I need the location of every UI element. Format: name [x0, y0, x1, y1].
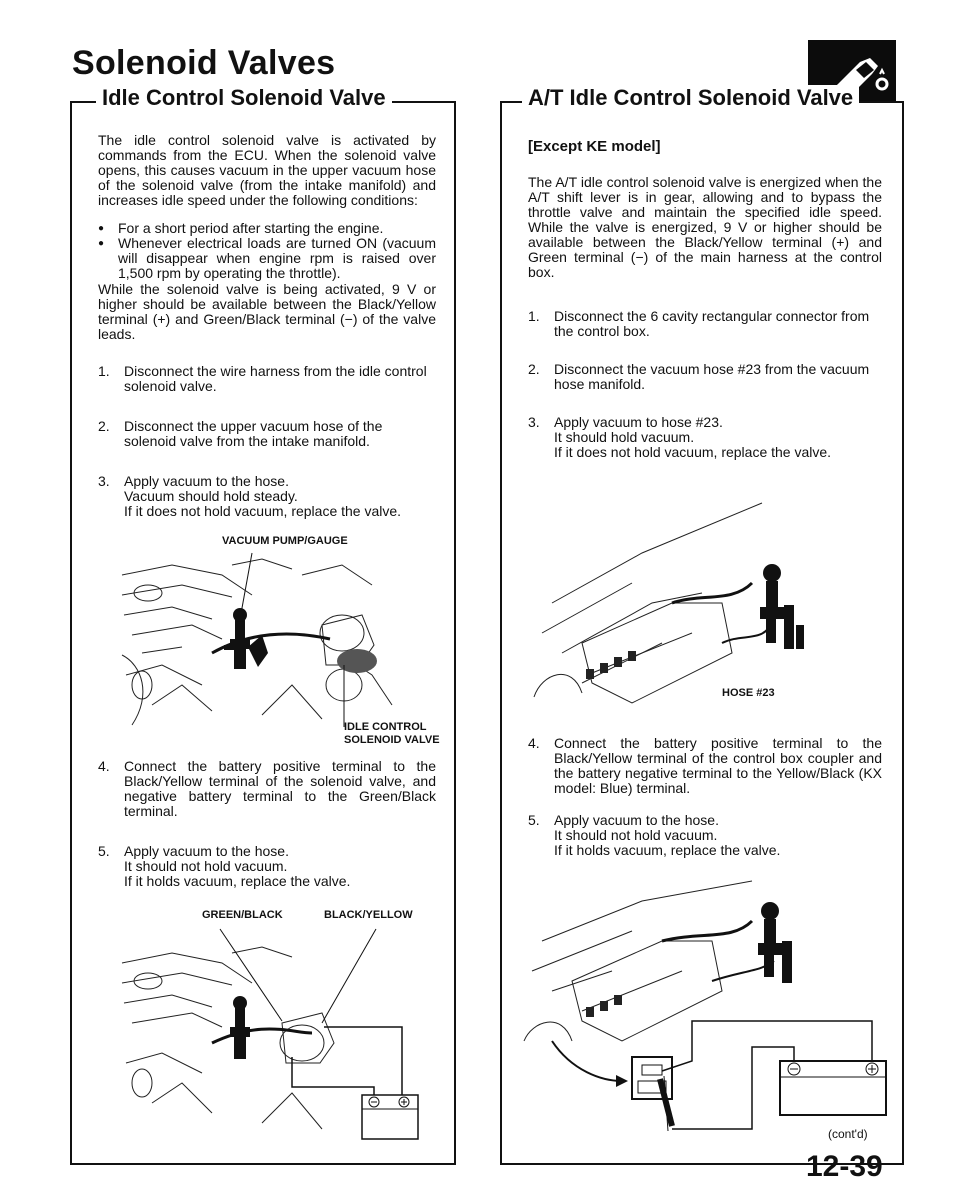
idle-control-solenoid-panel: [70, 85, 456, 1165]
battery-test-figure: [512, 871, 892, 1149]
step-4: [528, 736, 882, 796]
step-number: 4.: [528, 735, 540, 751]
condition-item: ● Whenever electrical loads are turned ON (vacuum will disappear when engine rpm is raised over 1,500 rpm by operating the throttle).: [98, 236, 436, 281]
step-number: 2.: [528, 361, 540, 377]
step-number: 3.: [528, 414, 540, 430]
step-text: Disconnect the upper vacuum hose of the solenoid valve from the intake manifold.: [124, 418, 383, 449]
vacuum-pump-figure: [112, 535, 442, 735]
figure-label: VACUUM PUMP/GAUGE: [222, 535, 348, 547]
control-box-hose-figure: [522, 493, 882, 723]
step-text: If it does not hold vacuum, replace the valve.: [554, 444, 832, 460]
step-text: Connect the battery positive terminal to the Black/Yellow terminal of the solenoid valve, and negative battery terminal to the Green/Black terminal.: [124, 758, 436, 819]
step-5: [98, 844, 436, 889]
at-idle-control-solenoid-panel: [500, 85, 904, 1165]
step-4: [98, 759, 436, 819]
figure-label: HOSE #23: [722, 687, 775, 699]
conditions-list: [98, 221, 436, 281]
step-text: Apply vacuum to the hose.: [554, 812, 719, 828]
step-text: If it holds vacuum, replace the valve.: [124, 873, 351, 889]
intro-paragraph: The idle control solenoid valve is activated by commands from the ECU. When the solenoid valve opens, this causes vacuum in the upper vacuum hose of the solenoid valve (from the intake manifold) and increases idle speed under the following conditions:: [98, 132, 436, 208]
step-text: Apply vacuum to the hose.: [124, 473, 289, 489]
step-text: Disconnect the wire harness from the idle control solenoid valve.: [124, 363, 427, 394]
figure-label: BLACK/YELLOW: [324, 909, 413, 921]
step-2: [528, 362, 882, 392]
model-note: [Except KE model]: [528, 138, 661, 155]
step-text: Apply vacuum to the hose.: [124, 843, 289, 859]
step-text: It should not hold vacuum.: [554, 827, 718, 843]
battery-coupler-illustration: [512, 871, 892, 1149]
step-text: Apply vacuum to hose #23.: [554, 414, 723, 430]
continued-note: (cont'd): [828, 1127, 868, 1141]
panel-heading: Idle Control Solenoid Valve: [96, 85, 392, 111]
condition-item: ● For a short period after starting the engine.: [98, 221, 436, 236]
step-text: If it does not hold vacuum, replace the valve.: [124, 503, 402, 519]
voltage-paragraph: While the solenoid valve is being activated, 9 V or higher should be available between the Black/Yellow terminal (+) and Green/Black terminal (−) of the valve leads.: [98, 281, 436, 342]
step-2: [98, 419, 436, 449]
figure-label: IDLE CONTROL: [344, 721, 427, 733]
battery-connection-figure: [112, 923, 442, 1148]
step-text: It should not hold vacuum.: [124, 858, 288, 874]
page-number: 12-39: [806, 1150, 883, 1183]
control-box-illustration: [522, 493, 882, 723]
step-3: [98, 474, 436, 519]
step-text: Connect the battery positive terminal to the Black/Yellow terminal of the control box coupler and the battery negative terminal to the Yellow/Black (KX model: Blue) terminal.: [554, 735, 882, 796]
step-number: 4.: [98, 758, 110, 774]
step-1: [528, 309, 882, 339]
step-number: 5.: [98, 843, 110, 859]
step-3: [528, 415, 882, 460]
step-number: 1.: [528, 308, 540, 324]
step-number: 1.: [98, 363, 110, 379]
step-number: 2.: [98, 418, 110, 434]
step-text: If it holds vacuum, replace the valve.: [554, 842, 781, 858]
intro-paragraph: The A/T idle control solenoid valve is energized when the A/T shift lever is in gear, allowing and to bypass the throttle valve and maintain the specified idle speed. While the valve is energized, 9 V or higher should be available between the Black/Yellow terminal (+) and Green terminal (−) of the main harness at the control box.: [528, 174, 882, 280]
step-text: It should hold vacuum.: [554, 429, 695, 445]
step-1: [98, 364, 436, 394]
panel-heading: A/T Idle Control Solenoid Valve: [522, 85, 859, 111]
step-text: Vacuum should hold steady.: [124, 488, 298, 504]
step-text: Disconnect the vacuum hose #23 from the vacuum hose manifold.: [554, 361, 870, 392]
step-5: [528, 813, 882, 858]
page-title: Solenoid Valves: [72, 44, 336, 82]
solenoid-battery-illustration: [112, 923, 442, 1148]
step-number: 3.: [98, 473, 110, 489]
engine-illustration: [112, 535, 442, 735]
step-number: 5.: [528, 812, 540, 828]
figure-label: SOLENOID VALVE: [344, 734, 440, 746]
figure-label: GREEN/BLACK: [202, 909, 283, 921]
step-text: Disconnect the 6 cavity rectangular connector from the control box.: [554, 308, 870, 339]
